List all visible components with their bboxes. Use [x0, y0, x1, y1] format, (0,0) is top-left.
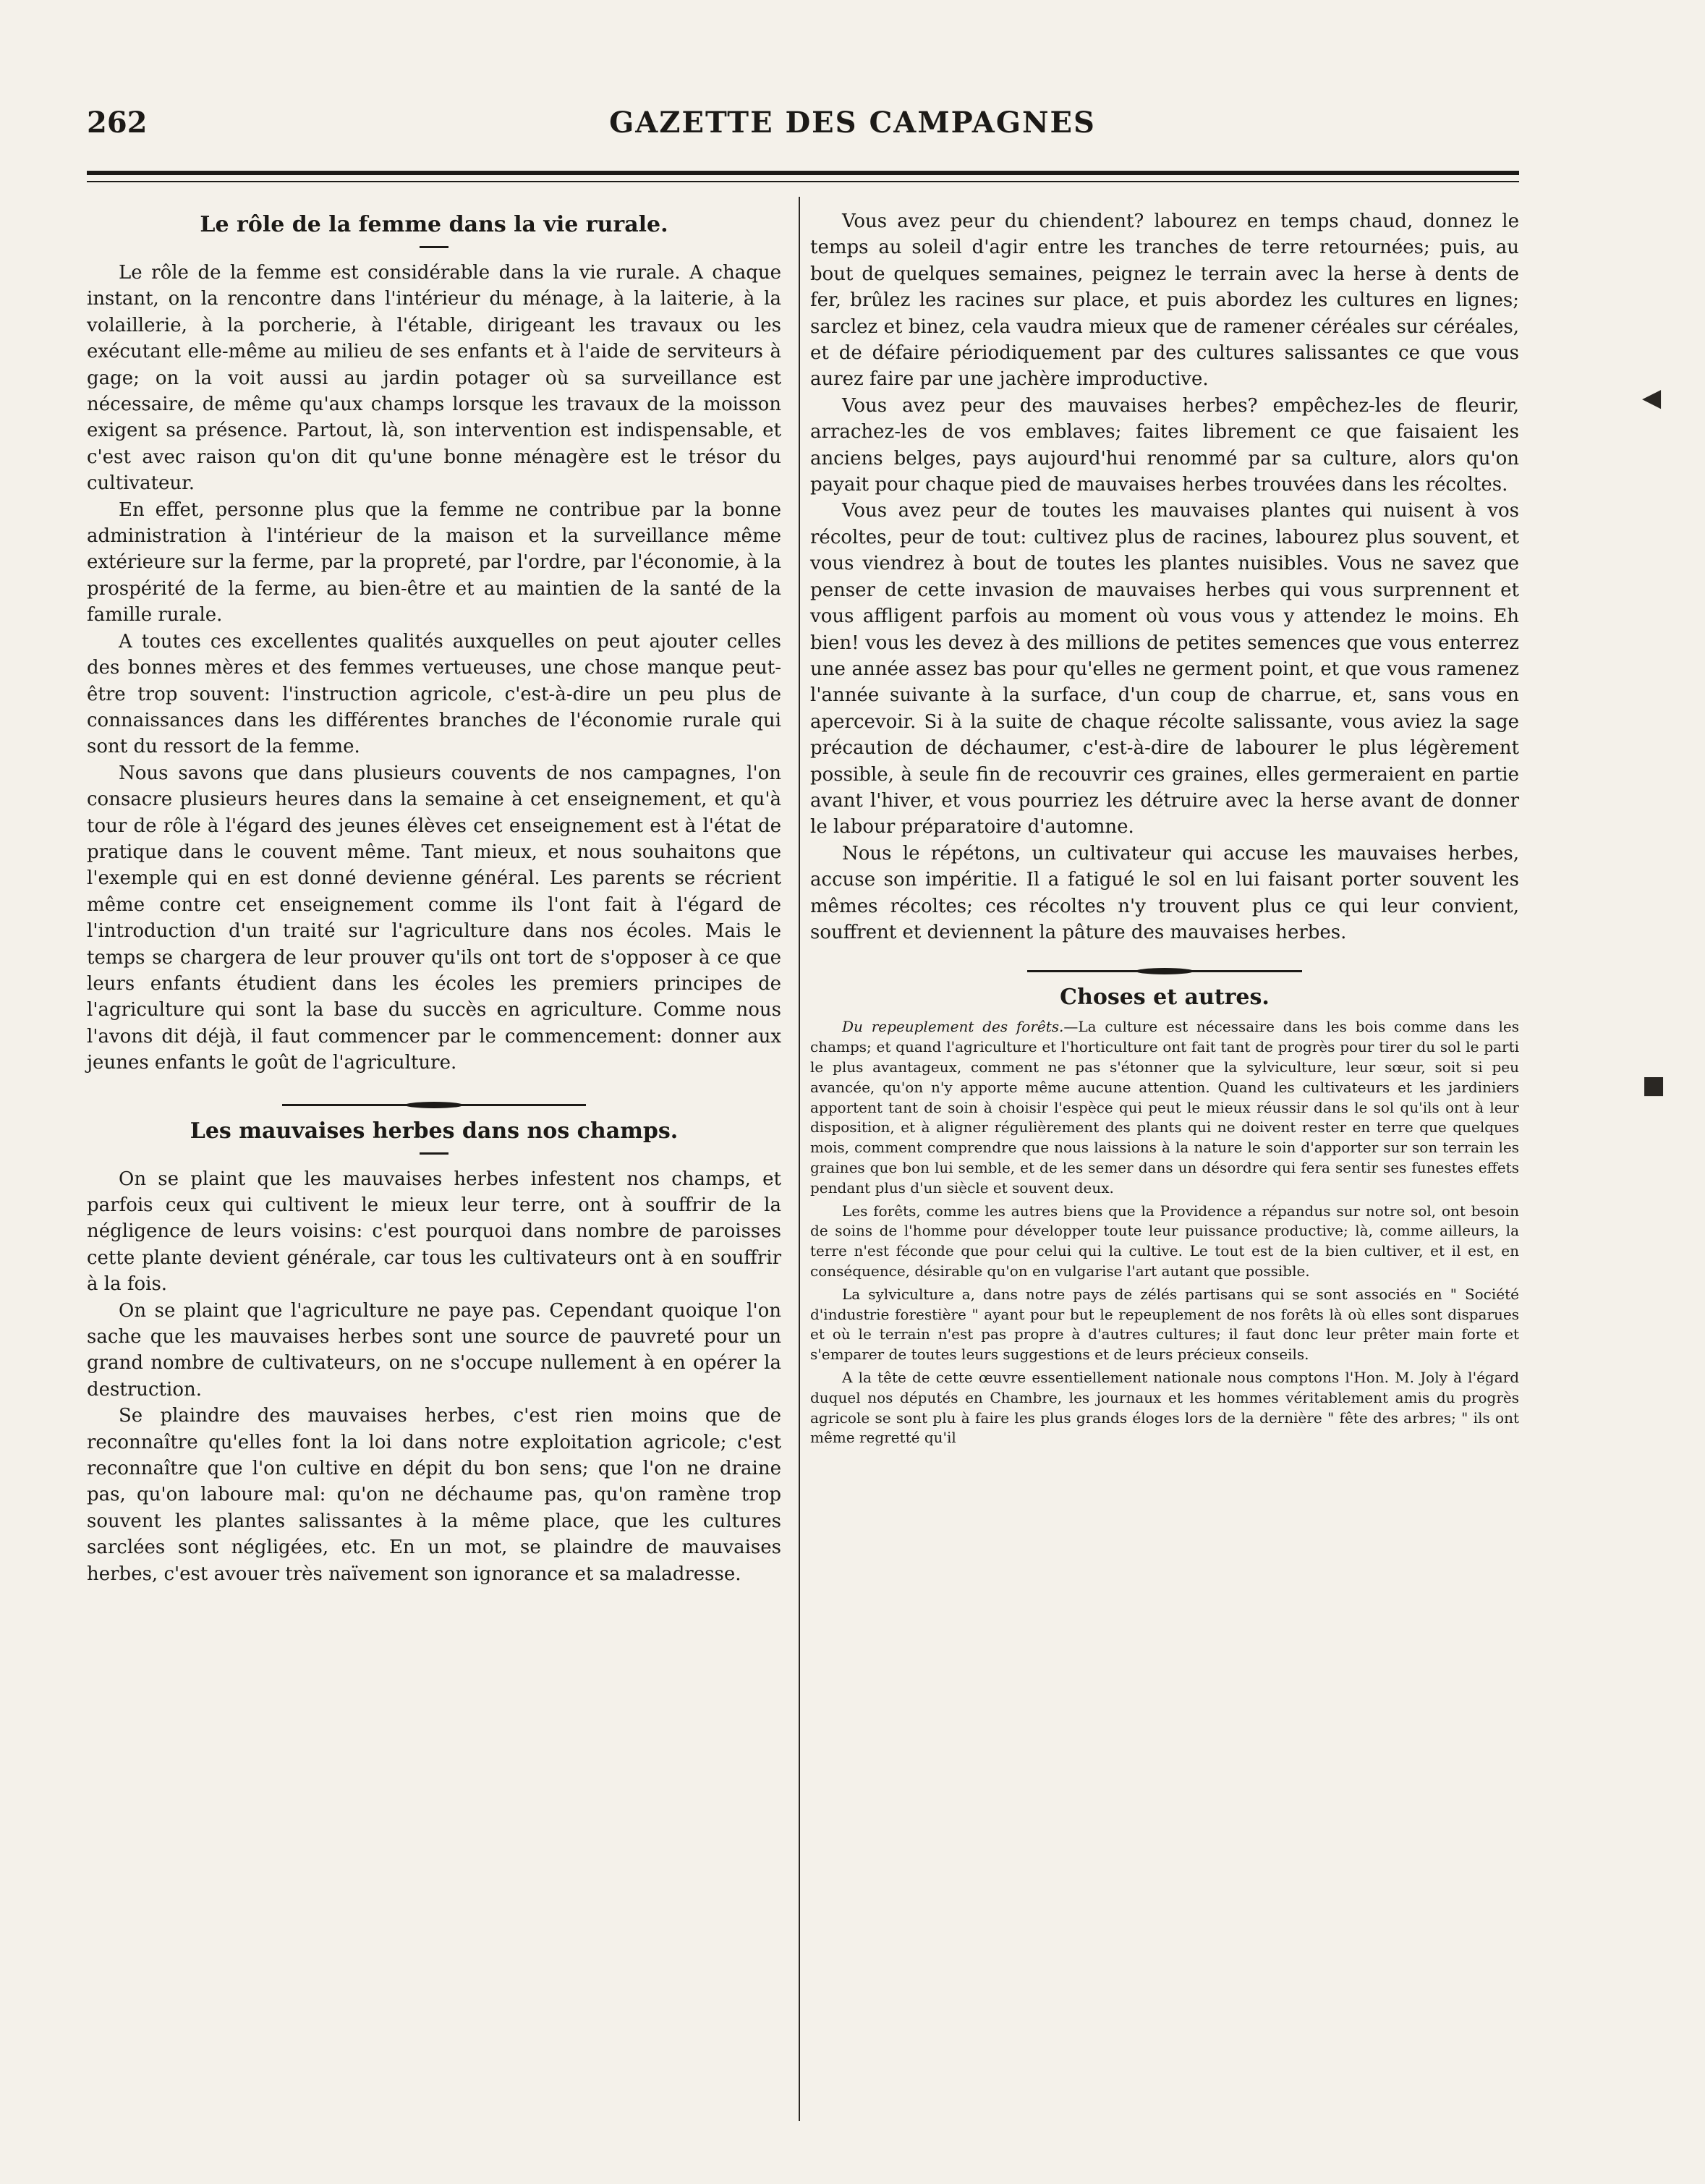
article-title-mauvaises-herbes: Les mauvaises herbes dans nos champs. [190, 1118, 679, 1144]
article-body-role-femme [87, 260, 781, 1076]
margin-binding-mark-icon: ◀ [1642, 383, 1662, 412]
lead-text: —La culture est nécessaire dans les bois comme dans les champs; et quand l'agriculture et l'horticulture ont fait tant de progrès pour tirer du sol le parti le plus avantageux, comment ne pas s'étonner que la sylviculture, leur sœur, soit si peu avancée, qu'on n'y apporte même aucune attention. Quand les cultivateurs et les jardiniers apportent tant de soin à choisir l'espèce qui peut le mieux réussir dans le sol qu'ils ont à leur disposition, et à aligner régulièrement des plants qui ne doivent rester en terre que quelques mois, comment comprendre que nous laissions à la nature le soin d'apporter sur son terrain les graines que bon lui semble, et de les semer dans un désordre qui fera sentir ses funestes effets pendant plus d'un siècle et souvent deux. [810, 1018, 1519, 1197]
paragraph: Les forêts, comme les autres biens que la Providence a répandus sur notre sol, ont besoin de soins de l'homme pour développer toute leur puissance productive; là, comme ailleurs, la terre n'est féconde que pour celui qui la cultive. Le tout est de la bien cultiver, et il est, en conséquence, désirable qu'on en vulgarise l'art autant que possible. [810, 1202, 1519, 1280]
article-title-choses-et-autres: Choses et autres. [1060, 985, 1270, 1011]
paragraph: On se plaint que l'agriculture ne paye pas. Cependant quoique l'on sache que les mauvaises herbes sont une source de pauvreté pour un grand nombre de cultivateurs, on ne s'occupe nullement à en opérer la destruction. [87, 1299, 781, 1401]
article-title-role-femme: Le rôle de la femme dans la vie rurale. [200, 212, 668, 237]
article-body-choses-et-autres [810, 1017, 1519, 1448]
paragraph: Se plaindre des mauvaises herbes, c'est rien moins que de reconnaître qu'elles font la loi dans notre exploitation agricole; c'est reconnaître que l'on cultive en dépit du bon sens; que l'on ne draine pas, qu'on laboure mal: qu'on ne déchaume pas, qu'on ramène trop souvent les plantes salissantes à la même place, que les cultures sarclées sont négligées, etc. En un mot, se plaindre de mauvaises herbes, c'est avouer très naïvement son ignorance et sa maladresse. [87, 1405, 781, 1585]
article-body-mauvaises-herbes [87, 1166, 781, 1588]
paragraph: A la tête de cette œuvre essentiellement nationale nous comptons l'Hon. M. Joly à l'égard duquel nos députés en Chambre, les journaux et les hommes véritablement amis du progrès agricole se sont plu à faire les plus grands éloges lors de la dernière " fête des arbres; " ils ont même regretté qu'il [810, 1368, 1519, 1447]
paragraph: En effet, personne plus que la femme ne contribue par la bonne administration à l'intérieur de la maison et la surveillance même extérieure sur la ferme, par la propreté, par l'ordre, par l'économie, à la prospérité de la ferme, au bien-être et au maintien de la santé de la famille rurale. [87, 498, 781, 626]
paragraph: Nous le répétons, un cultivateur qui accuse les mauvaises herbes, accuse son impéritie. Il a fatigué le sol en lui faisant porter souvent les mêmes récoltes; ces récoltes n'y trouvent plus ce qui leur convient, souffrent et deviennent la pâture des mauvaises herbes. [810, 842, 1519, 943]
paragraph: Vous avez peur de toutes les mauvaises plantes qui nuisent à vos récoltes, peur de tout: cultivez plus de racines, labourez plus souvent, et vous viendrez à bout de toutes les plantes nuisibles. Vous ne savez que penser de cette invasion de mauvaises herbes qui vous surprennent et vous affligent parfois au moment où vous vous y attendez le moins. Eh bien! vous les devez à des millions de petites semences que vous enterrez une année assez bas pour qu'elles ne germent point, et que vous ramenez l'année suivante à la surface, d'un coup de charrue, et, sans vous en apercevoir. Si à la suite de chaque récolte salissante, vous aviez la sage précaution de déchaumer, c'est-à-dire de labourer le plus légèrement possible, à seule fin de recouvrir ces graines, elles germeraient en partie avant l'hiver, et vous pourriez les détruire avec la herse avant de donner le labour préparatoire d'automne. [810, 500, 1519, 838]
right-column [810, 208, 1519, 1448]
paragraph: Nous savons que dans plusieurs couvents de nos campagnes, l'on consacre plusieurs heures dans la semaine à cet enseignement, et qu'à tour de rôle à l'égard des jeunes élèves cet enseignement est à l'état de pratique dans le couvent même. Tant mieux, et nous souhaitons que l'exemple qui en est donné devienne général. Les parents se récrient même contre cet enseignement comme ils l'ont fait à l'égard de l'introduction d'un traité sur l'agriculture dans nos écoles. Mais le temps se chargera de leur prouver qu'ils ont tort de s'opposer à ce que leurs enfants étudient dans les écoles les premiers principes de l'agriculture qui sont la base du succès en agriculture. Comme nous l'avons dit déjà, il faut commencer par le commencement: donner aux jeunes enfants le goût de l'agriculture. [87, 762, 781, 1074]
margin-binding-mark-icon: ■ [1642, 1071, 1666, 1100]
article-separator [1027, 970, 1302, 972]
paragraph: La sylviculture a, dans notre pays de zélés partisans qui se sont associés en " Société d'industrie forestière " ayant pour but le repeuplement de nos forêts là où elles sont disparues et où le terrain n'est pas propre à d'autres cultures; il faut donc leur prêter main forte et s'emparer de toutes leurs suggestions et de leurs précieux conseils. [810, 1285, 1519, 1364]
paragraph: Vous avez peur du chiendent? labourez en temps chaud, donnez le temps au soleil d'agir entre les tranches de terre retournées; puis, au bout de quelques semaines, peignez le terrain avec la herse à dents de fer, brûlez les racines sur place, et puis abordez les cultures en lignes; sarclez et binez, cela vaudra mieux que de ramener céréales sur céréales, et de défaire périodiquement par des cultures salissantes ce que vous aurez faire par une jachère improductive. [810, 211, 1519, 391]
paragraph: Le rôle de la femme est considérable dans la vie rurale. A chaque instant, on la rencontre dans l'intérieur du ménage, à la laiterie, à la volaillerie, à la porcherie, à l'étable, dirigeant les travaux ou les exécutant elle-même au milieu de ses enfants et à l'aide de serviteurs à gage; on la voit aussi au jardin potager où sa surveillance est nécessaire, de même qu'aux champs lorsque les travaux de la moisson exigent sa présence. Partout, là, son intervention est indispensable, et c'est avec raison qu'on dit qu'une bonne ménagère est le trésor du cultivateur. [87, 262, 781, 495]
header-rule-thick [87, 171, 1519, 175]
paragraph-lead [810, 1017, 1519, 1198]
paragraph: Vous avez peur des mauvaises herbes? empêchez-les de fleurir, arrachez-les de vos emblaves; faites librement ce que faisaient les anciens belges, pays aujourd'hui renommé par sa culture, alors qu'on payait pour chaque pied de mauvaises herbes trouvées dans les récoltes. [810, 394, 1519, 496]
article-continuation [810, 208, 1519, 946]
lead-heading: Du repeuplement des forêts. [842, 1018, 1064, 1036]
left-column [87, 208, 781, 1587]
page-number: 262 [87, 106, 148, 140]
masthead-title: GAZETTE DES CAMPAGNES [609, 106, 1096, 140]
header-rule-thin [87, 181, 1519, 182]
article-separator [282, 1104, 586, 1106]
title-dash [420, 246, 448, 248]
paragraph: A toutes ces excellentes qualités auxquelles on peut ajouter celles des bonnes mères et des femmes vertueuses, une chose manque peut-être trop souvent: l'instruction agricole, c'est-à-dire un peu plus de connaissances dans les différentes branches de l'économie rurale qui sont du ressort de la femme. [87, 630, 781, 758]
paragraph: On se plaint que les mauvaises herbes infestent nos champs, et parfois ceux qui cultivent le mieux leur terre, ont à souffrir de la négligence de leurs voisins: c'est pourquoi dans nombre de paroisses cette plante devient générale, car tous les cultivateurs ont à en souffrir à la fois. [87, 1168, 781, 1296]
column-divider [799, 197, 800, 2121]
title-dash [420, 1152, 448, 1155]
